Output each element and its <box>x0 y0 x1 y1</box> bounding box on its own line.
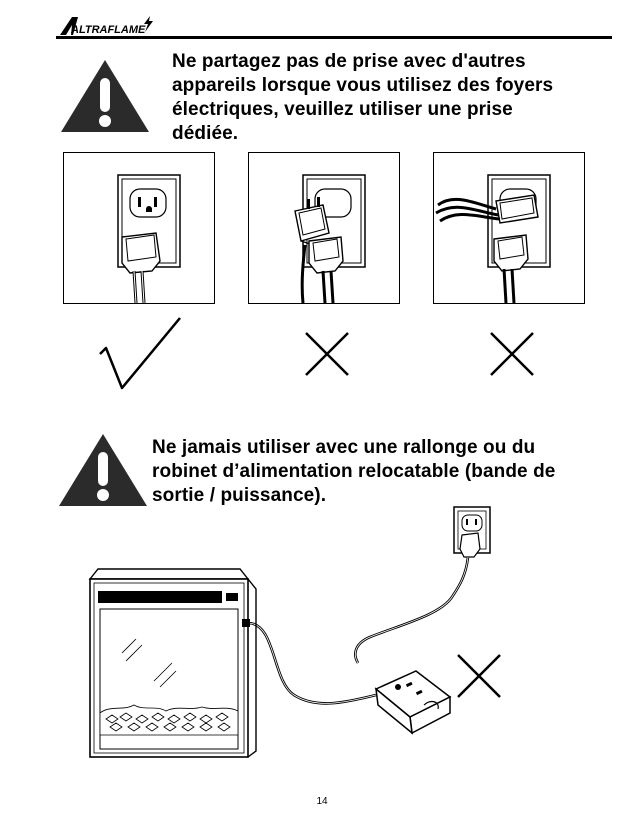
warning-2-line-1: Ne jamais utiliser avec une rallonge ou du <box>152 437 536 458</box>
cross-icon <box>488 330 536 378</box>
check-icon <box>98 314 184 396</box>
warning-1-line-3: électriques, veuillez utiliser une prise <box>172 99 513 120</box>
wall-outlet <box>454 507 490 557</box>
warning-1-line-2: appareils lorsque vous utilisez des foyers <box>172 75 554 96</box>
warning-text-1 <box>172 50 592 146</box>
illustration-fireplace-power-strip <box>80 505 520 767</box>
brand-wordmark: ALTRAFLAME <box>71 24 146 36</box>
altraflame-logo <box>58 14 158 36</box>
page-number: 14 <box>316 796 328 807</box>
cross-icon <box>455 652 503 700</box>
warning-text-2 <box>152 436 602 508</box>
warning-triangle-icon <box>57 432 149 508</box>
fireplace-insert <box>90 569 256 757</box>
power-strip <box>376 671 450 733</box>
cross-icon <box>303 330 351 378</box>
illustration-single-plug <box>63 152 215 304</box>
warning-triangle-icon <box>59 58 151 134</box>
warning-2-line-2: robinet d’alimentation relocatable (bande de <box>152 461 556 482</box>
illustration-stacked-plug <box>248 152 400 304</box>
warning-1-line-1: Ne partagez pas de prise avec d'autres <box>172 51 526 72</box>
header-rule <box>56 36 612 39</box>
warning-2-line-3: sortie / puissance). <box>152 485 327 506</box>
warning-1-line-4: dédiée. <box>172 123 239 144</box>
illustration-multi-cord <box>433 152 585 304</box>
